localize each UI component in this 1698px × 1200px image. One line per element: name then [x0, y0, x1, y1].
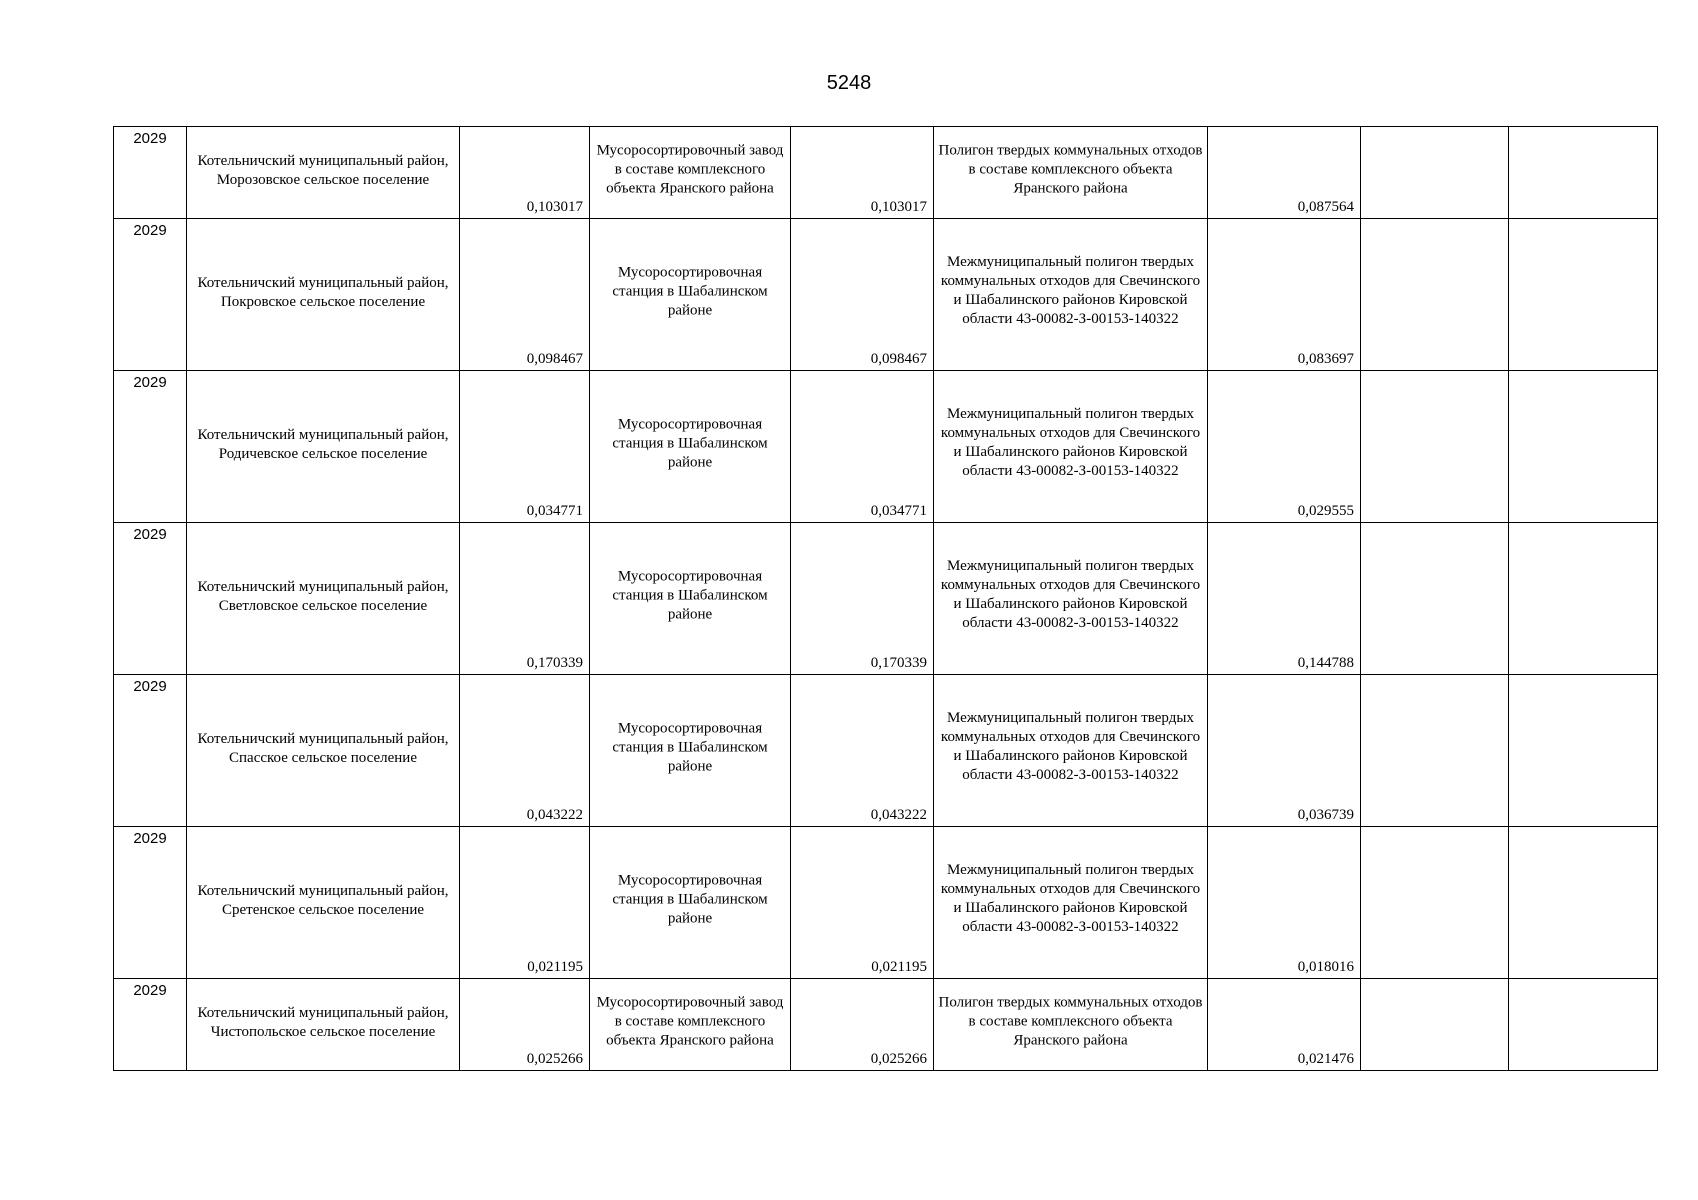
territory-cell: [187, 219, 460, 371]
territory-name: Котельничский муниципальный район, Чистопольское сельское поселение: [197, 1004, 449, 1040]
sorting-facility-name: Мусоросортировочная станция в Шабалинском районе: [612, 872, 768, 927]
empty-cell: [1361, 827, 1509, 979]
mass-cell: [791, 219, 934, 371]
mass-value: 0,025266: [526, 1051, 583, 1067]
mass-value: 0,021195: [871, 959, 927, 975]
year-cell: [114, 675, 187, 827]
mass-cell: [460, 371, 590, 523]
table-row: [114, 219, 1658, 371]
empty-cell: [1509, 371, 1658, 523]
mass-cell: [1208, 675, 1361, 827]
territory-name: Котельничский муниципальный район, Светловское сельское поселение: [197, 578, 449, 614]
territory-name: Котельничский муниципальный район, Родичевское сельское поселение: [197, 426, 449, 462]
mass-value: 0,018016: [1297, 959, 1354, 975]
mass-value: 0,043222: [526, 807, 583, 823]
empty-cell: [1509, 523, 1658, 675]
year-cell: [114, 827, 187, 979]
mass-value: 0,103017: [526, 199, 583, 215]
empty-cell: [1361, 219, 1509, 371]
year-value: 2029: [133, 982, 167, 999]
year-cell: [114, 371, 187, 523]
mass-value: 0,087564: [1297, 199, 1354, 215]
facility-cell: [590, 827, 791, 979]
mass-value: 0,021476: [1297, 1051, 1354, 1067]
mass-cell: [791, 675, 934, 827]
mass-cell: [460, 827, 590, 979]
empty-cell: [1509, 827, 1658, 979]
year-cell: [114, 127, 187, 219]
year-value: 2029: [133, 222, 167, 239]
year-value: 2029: [133, 374, 167, 391]
landfill-name: Межмуниципальный полигон твердых коммунальных отходов для Свечинского и Шабалинского районов Кировской области 43-00082-З-00153-140322: [940, 557, 1201, 631]
landfill-name: Межмуниципальный полигон твердых коммунальных отходов для Свечинского и Шабалинского районов Кировской области 43-00082-З-00153-140322: [940, 253, 1201, 327]
mass-cell: [791, 979, 934, 1071]
year-cell: [114, 523, 187, 675]
mass-cell: [791, 127, 934, 219]
facility-cell: [590, 979, 791, 1071]
mass-value: 0,034771: [526, 503, 583, 519]
mass-value: 0,021195: [527, 959, 583, 975]
landfill-name: Полигон твердых коммунальных отходов в составе комплексного объекта Яранского района: [938, 142, 1203, 197]
mass-value: 0,029555: [1297, 503, 1354, 519]
sorting-facility-name: Мусоросортировочный завод в составе комплексного объекта Яранского района: [596, 994, 784, 1049]
mass-value: 0,170339: [870, 655, 927, 671]
mass-value: 0,043222: [870, 807, 927, 823]
mass-value: 0,103017: [870, 199, 927, 215]
mass-value: 0,083697: [1297, 351, 1354, 367]
mass-cell: [460, 979, 590, 1071]
empty-cell: [1361, 127, 1509, 219]
table-row: [114, 827, 1658, 979]
territory-name: Котельничский муниципальный район, Спасское сельское поселение: [197, 730, 449, 766]
landfill-name: Полигон твердых коммунальных отходов в составе комплексного объекта Яранского района: [938, 994, 1203, 1049]
territory-name: Котельничский муниципальный район, Морозовское сельское поселение: [197, 152, 449, 188]
territory-cell: [187, 827, 460, 979]
facility-cell: [590, 675, 791, 827]
empty-cell: [1361, 523, 1509, 675]
territory-name: Котельничский муниципальный район, Покровское сельское поселение: [197, 274, 449, 310]
mass-cell: [460, 127, 590, 219]
territory-cell: [187, 127, 460, 219]
mass-value: 0,025266: [870, 1051, 927, 1067]
mass-value: 0,036739: [1297, 807, 1354, 823]
table-row: [114, 675, 1658, 827]
mass-cell: [460, 523, 590, 675]
sorting-facility-name: Мусоросортировочная станция в Шабалинском районе: [612, 568, 768, 623]
sorting-facility-name: Мусоросортировочная станция в Шабалинском районе: [612, 720, 768, 775]
mass-cell: [791, 523, 934, 675]
sorting-facility-name: Мусоросортировочная станция в Шабалинском районе: [612, 416, 768, 471]
year-value: 2029: [133, 130, 167, 147]
sorting-facility-name: Мусоросортировочная станция в Шабалинском районе: [612, 264, 768, 319]
mass-value: 0,034771: [870, 503, 927, 519]
year-value: 2029: [133, 526, 167, 543]
facility-cell: [590, 219, 791, 371]
facility-cell: [934, 219, 1208, 371]
year-value: 2029: [133, 678, 167, 695]
empty-cell: [1509, 979, 1658, 1071]
facility-cell: [590, 127, 791, 219]
mass-cell: [1208, 979, 1361, 1071]
landfill-name: Межмуниципальный полигон твердых коммунальных отходов для Свечинского и Шабалинского районов Кировской области 43-00082-З-00153-140322: [940, 405, 1201, 479]
table-row: [114, 371, 1658, 523]
facility-cell: [590, 371, 791, 523]
facility-cell: [590, 523, 791, 675]
year-cell: [114, 219, 187, 371]
empty-cell: [1361, 979, 1509, 1071]
page-number: 5248: [826, 72, 872, 94]
empty-cell: [1509, 219, 1658, 371]
territory-name: Котельничский муниципальный район, Сретенское сельское поселение: [197, 882, 449, 918]
empty-cell: [1509, 127, 1658, 219]
mass-value: 0,170339: [526, 655, 583, 671]
facility-cell: [934, 675, 1208, 827]
territory-cell: [187, 523, 460, 675]
year-cell: [114, 979, 187, 1071]
mass-value: 0,098467: [870, 351, 927, 367]
empty-cell: [1361, 675, 1509, 827]
facility-cell: [934, 827, 1208, 979]
landfill-name: Межмуниципальный полигон твердых коммунальных отходов для Свечинского и Шабалинского районов Кировской области 43-00082-З-00153-140322: [940, 861, 1201, 935]
table-row: [114, 127, 1658, 219]
facility-cell: [934, 127, 1208, 219]
mass-cell: [460, 675, 590, 827]
facility-cell: [934, 523, 1208, 675]
empty-cell: [1509, 675, 1658, 827]
mass-cell: [460, 219, 590, 371]
mass-cell: [1208, 523, 1361, 675]
landfill-name: Межмуниципальный полигон твердых коммунальных отходов для Свечинского и Шабалинского районов Кировской области 43-00082-З-00153-140322: [940, 709, 1201, 783]
mass-cell: [1208, 371, 1361, 523]
table-row: [114, 523, 1658, 675]
year-value: 2029: [133, 830, 167, 847]
empty-cell: [1361, 371, 1509, 523]
facility-cell: [934, 979, 1208, 1071]
mass-value: 0,144788: [1297, 655, 1354, 671]
mass-cell: [791, 827, 934, 979]
waste-flow-table: [113, 126, 1658, 1071]
facility-cell: [934, 371, 1208, 523]
mass-value: 0,098467: [526, 351, 583, 367]
territory-cell: [187, 675, 460, 827]
mass-cell: [791, 371, 934, 523]
mass-cell: [1208, 219, 1361, 371]
mass-cell: [1208, 827, 1361, 979]
sorting-facility-name: Мусоросортировочный завод в составе комплексного объекта Яранского района: [596, 142, 784, 197]
mass-cell: [1208, 127, 1361, 219]
territory-cell: [187, 371, 460, 523]
table-row: [114, 979, 1658, 1071]
territory-cell: [187, 979, 460, 1071]
